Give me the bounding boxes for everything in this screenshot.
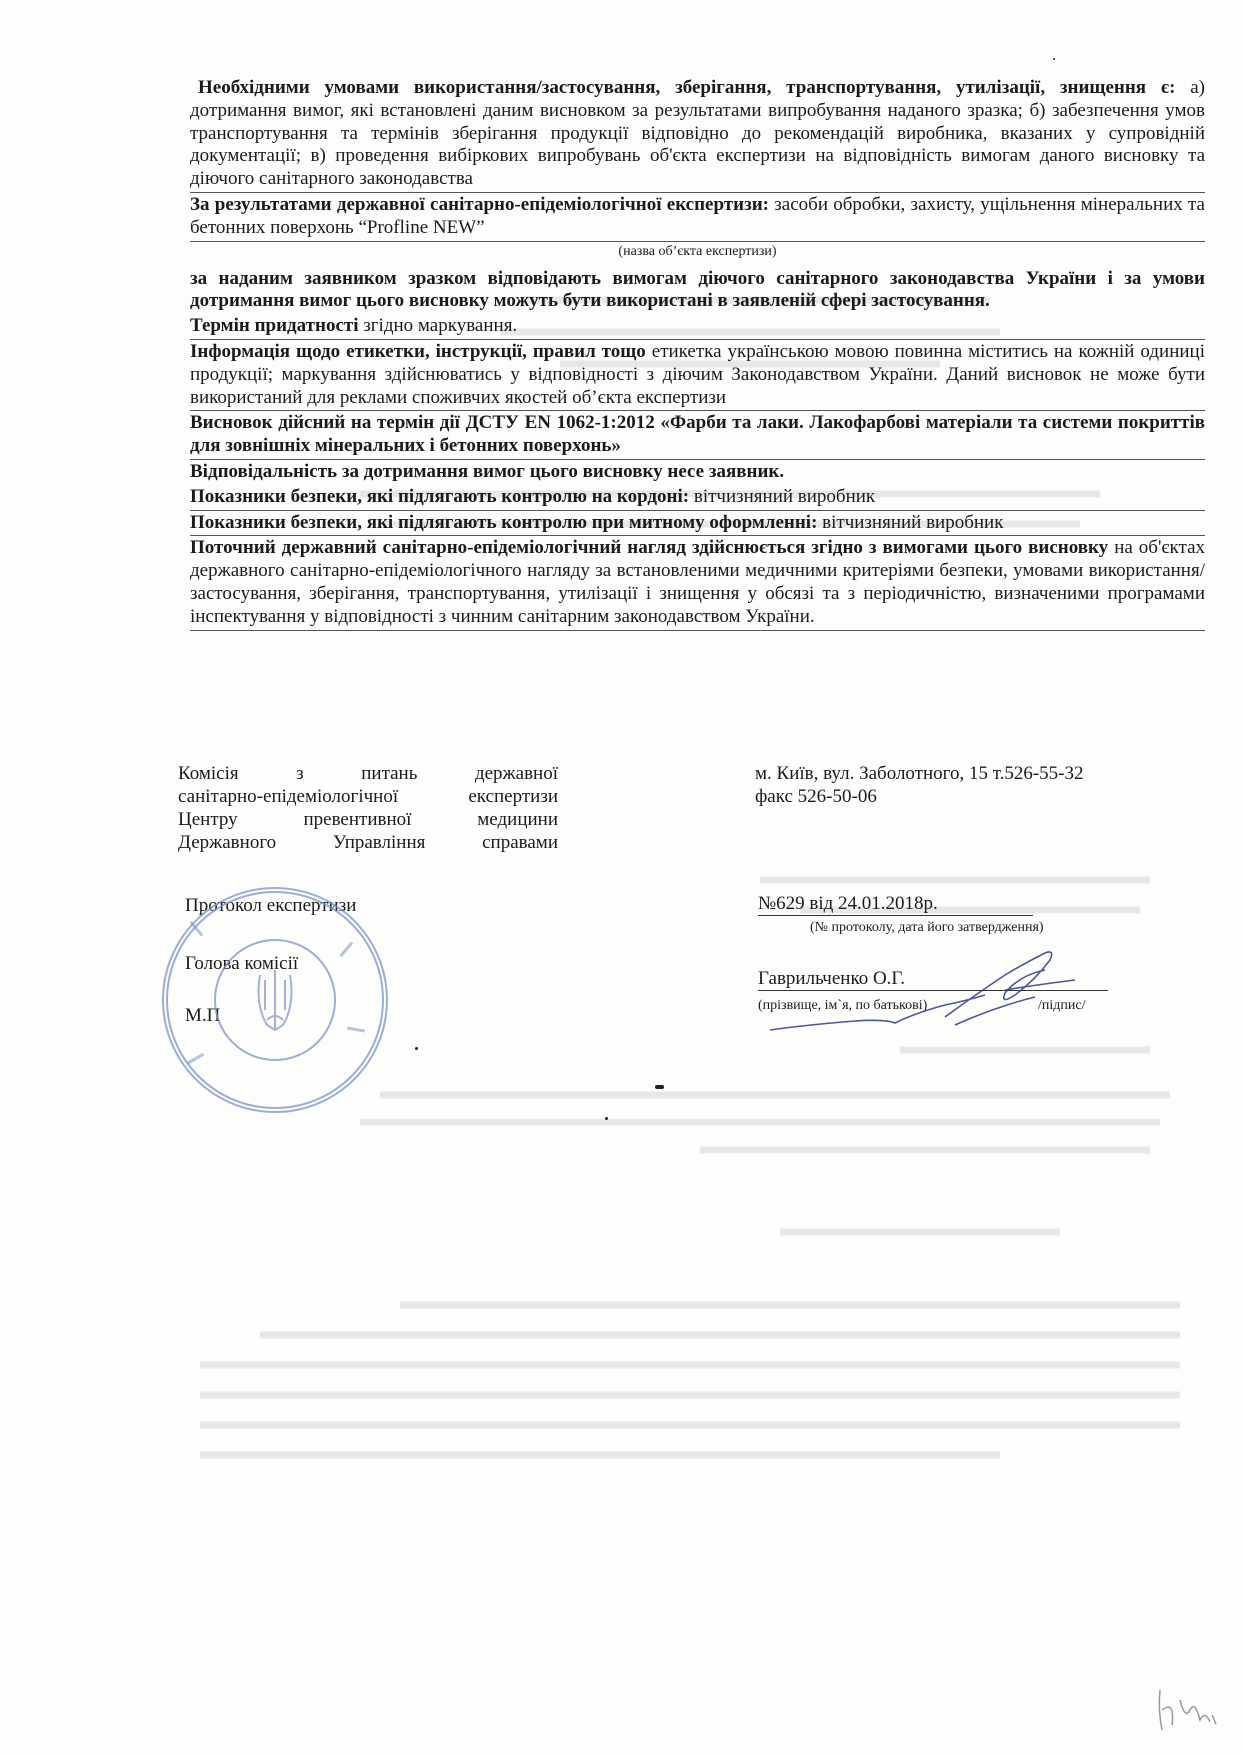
page-initials [1150, 1680, 1230, 1740]
conditions-section [190, 76, 1205, 193]
responsibility-row: Відповідальність за дотримання вимог цього висновку несе заявник. [190, 460, 785, 482]
validity-section: Висновок дійсний на термін дії ДСТУ EN 1062-1:2012 «Фарби та лаки. Лакофарбові матеріали та системи покриттів для зовнішніх мінеральних і бетонних поверхонь» [190, 411, 1205, 460]
label-info-text: етикетка українською мовою повинна міститись на кожній одиниці продукції; маркування здійснюватись у відповідності з діючим Законодавством України. Даний висновок не може бути використаний для реклами споживчих якостей об’єкта експертизи [190, 340, 1205, 408]
customs-control-row [190, 511, 1205, 537]
supervision-text: на об'єктах державного санітарно-епідеміологічного нагляду за встановленими медичними критеріями безпеки, умовами використання/застосування, зберігання, транспортування, утилізації і знищення у обсязі та з періодичністю, визначеними програмами інспектування у відповідності з чинним санітарним законодавством України. [190, 537, 1206, 627]
ink-speck [1053, 58, 1055, 60]
compliance-statement: за наданим заявником зразком відповідають вимогам діючого санітарного законодавства України і за умови дотримання вимог цього висновку можуть бути використані в заявленій сфері застосування. [190, 267, 1205, 312]
border-control-value: вітчизняний виробник [693, 485, 876, 507]
chairman-name: Гаврильченко О.Г. [758, 968, 1108, 991]
label-info-lead: Інформація щодо етикетки, інструкції, правил тощо [190, 340, 646, 362]
chairman-label: Голова комісії [185, 953, 299, 974]
commission-line-2: санітарно-епідеміологічної експертизи [178, 786, 558, 807]
commission-line-3: Центру превентивної медицини [178, 809, 558, 830]
results-object-name: засоби обробки, захисту, ущільнення мінеральних та бетонних поверхонь “Profline NEW” [190, 193, 1205, 238]
chairman-name-caption: (прізвище, ім`я, по батькові) [758, 998, 928, 1013]
chairman-signature [745, 935, 1145, 1045]
address-line-1: м. Київ, вул. Заболотного, 15 т.526-55-32 [755, 763, 1084, 784]
protocol-number-date: №629 від 24.01.2018р. [758, 893, 1033, 916]
conditions-lead: Необхідними умовами використання/застосування, зберігання, транспортування, утилізації, знищення є: [198, 77, 1176, 98]
ink-speck [605, 1117, 608, 1120]
customs-control-label: Показники безпеки, які підлягають контролю при митному оформленні: [190, 511, 818, 533]
label-info-section [190, 340, 1205, 411]
protocol-caption: (№ протоколу, дата його затвердження) [810, 920, 1044, 935]
results-section [190, 193, 1205, 242]
shelf-life-value: згідно маркування. [363, 315, 518, 337]
border-control-row [190, 485, 1205, 511]
commission-line-4: Державного Управління справами [178, 832, 558, 853]
customs-control-value: вітчизняний виробник [822, 511, 1004, 533]
address-block [755, 762, 1175, 808]
official-stamp [155, 880, 395, 1120]
commission-line-1: Комісія з питань державної [178, 763, 558, 784]
signature-caption: /підпис/ [1038, 998, 1086, 1013]
seal-place-label: М.П [185, 1005, 221, 1026]
results-lead: За результатами державної санітарно-епідеміологічної експертизи: [190, 193, 769, 215]
protocol-label: Протокол експертизи [185, 895, 357, 916]
address-line-2: факс 526-50-06 [755, 786, 877, 807]
conditions-text: а) дотримання вимог, які встановлені даним висновком за результатами випробування наданого зразка; б) забезпечення умов транспортування та термінів зберігання продукції відповідно до рекомендацій виробника, вказаних у супровідній документації; в) проведення вибіркових випробувань об'єкта експертизи на відповідність вимогам даного висновку та діючого санітарного законодавства [190, 77, 1206, 190]
border-control-label: Показники безпеки, які підлягають контролю на кордоні: [190, 485, 690, 507]
ink-speck [655, 1085, 664, 1089]
commission-block [178, 762, 558, 854]
ink-speck [415, 1047, 418, 1050]
document-body [190, 76, 1205, 631]
supervision-section [190, 536, 1205, 630]
results-caption: (назва об’єкта експертизи) [618, 243, 777, 259]
shelf-life-label: Термін придатності [190, 315, 359, 337]
shelf-life-row [190, 314, 1205, 340]
supervision-lead: Поточний державний санітарно-епідеміологічний нагляд здійснюється згідно з вимогами цього висновку [190, 537, 1109, 559]
